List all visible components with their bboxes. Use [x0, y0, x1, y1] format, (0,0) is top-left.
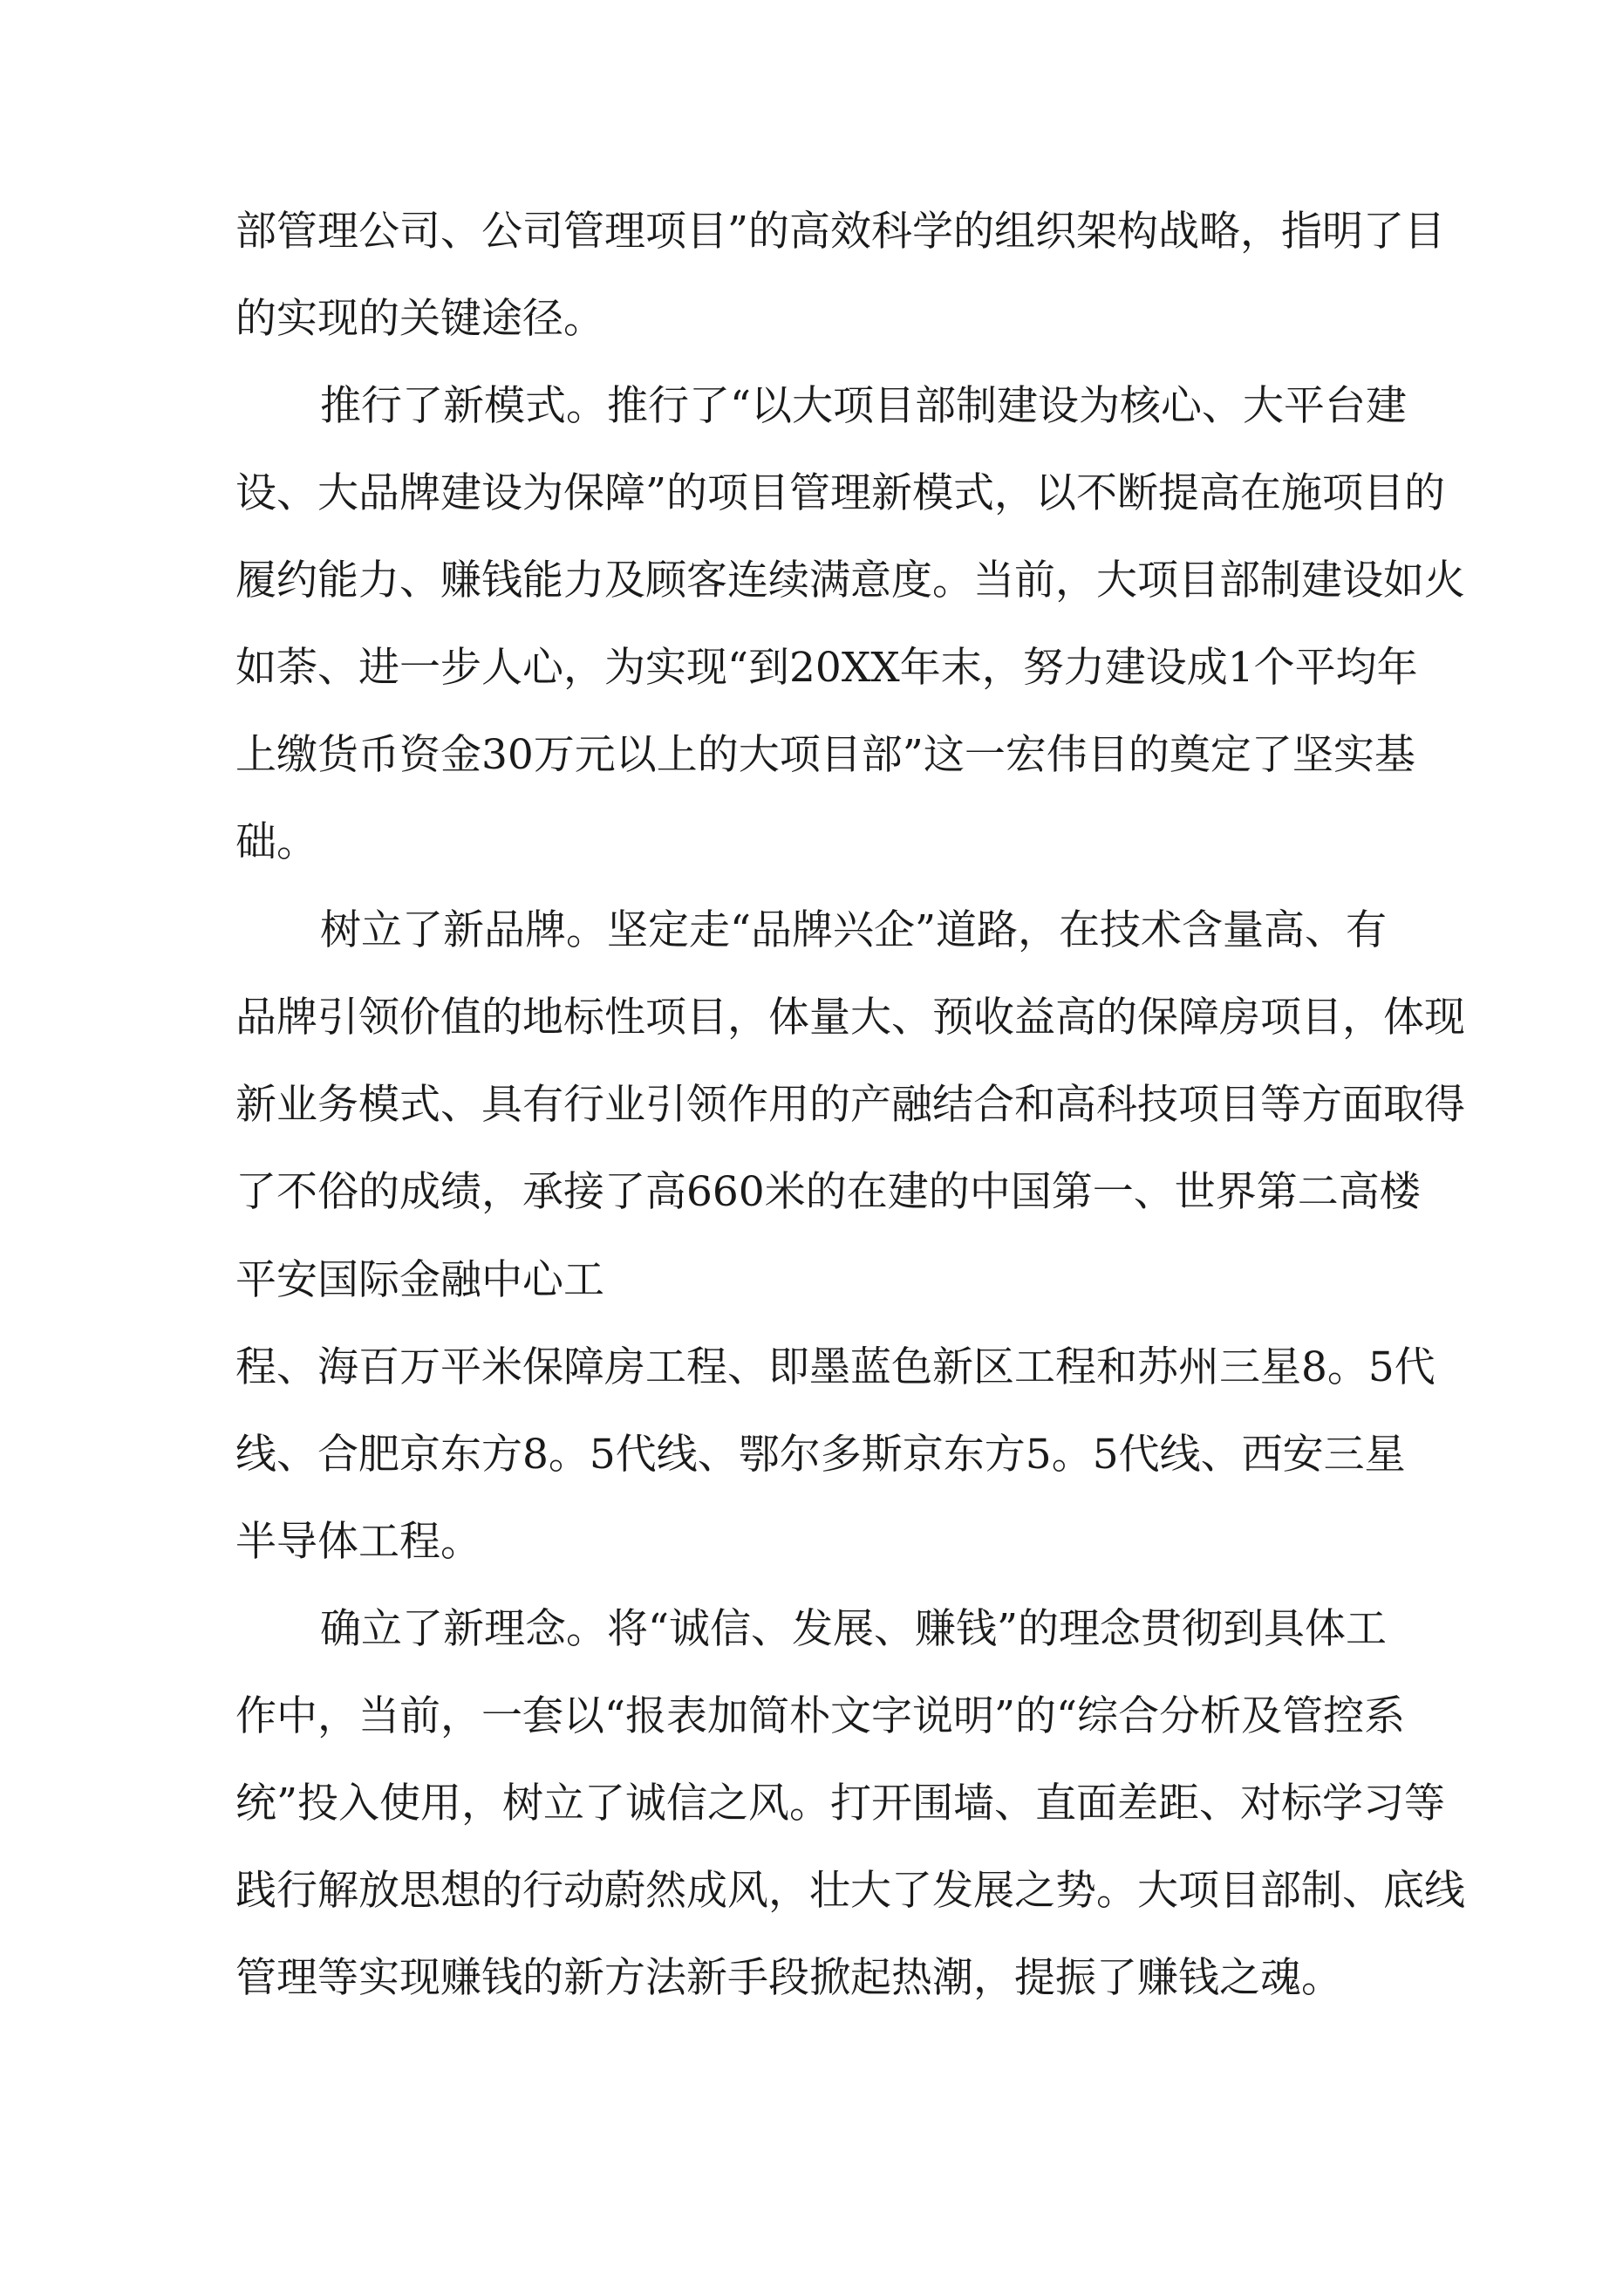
text-line: 半导体工程。 [235, 1518, 481, 1566]
text-line: 设、大品牌建设为保障”的项目管理新模式，以不断提高在施项目的 [235, 469, 1446, 517]
text-line: 如荼、进一步人心，为实现“到20XX年末，努力建设成1个平均年 [235, 644, 1418, 692]
paragraph-first-line: 树立了新品牌。坚定走“品牌兴企”道路，在技术含量高、有 [320, 906, 1388, 954]
text-line: 作中，当前，一套以“报表加简朴文字说明”的“综合分析及管控系 [235, 1692, 1406, 1740]
text-line: 统”投入使用，树立了诚信之风。打开围墙、直面差距、对标学习等 [235, 1780, 1446, 1828]
text-line: 础。 [235, 818, 317, 866]
text-line: 上缴货币资金30万元以上的大项目部”这一宏伟目的奠定了坚实基 [235, 731, 1415, 779]
text-line: 的实现的关键途径。 [235, 295, 604, 343]
text-line: 践行解放思想的行动蔚然成风，壮大了发展之势。大项目部制、底线 [235, 1867, 1465, 1915]
text-line: 部管理公司、公司管理项目”的高效科学的组织架构战略，指明了目 [235, 208, 1446, 256]
paragraph-first-line: 确立了新理念。将“诚信、发展、赚钱”的理念贯彻到具体工 [320, 1605, 1388, 1653]
text-line: 程、海百万平米保障房工程、即墨蓝色新区工程和苏州三星8。5代 [235, 1343, 1435, 1391]
text-line: 新业务模式、具有行业引领作用的产融结合和高科技项目等方面取得 [235, 1081, 1465, 1129]
text-line: 了不俗的成绩，承接了高660米的在建的中国第一、世界第二高楼 [235, 1168, 1421, 1216]
text-line: 管理等实现赚钱的新方法新手段掀起热潮，提振了赚钱之魂。 [235, 1954, 1342, 2002]
text-line: 品牌引领价值的地标性项目，体量大、预收益高的保障房项目，体现 [235, 994, 1465, 1042]
text-line: 线、合肥京东方8。5代线、鄂尔多斯京东方5。5代线、西安三星 [235, 1431, 1406, 1479]
text-line: 履约能力、赚钱能力及顾客连续满意度。当前，大项目部制建设如火 [235, 557, 1465, 605]
paragraph-first-line: 推行了新模式。推行了“以大项目部制建设为核心、大平台建 [320, 382, 1408, 430]
text-line: 平安国际金融中心工 [235, 1256, 604, 1304]
